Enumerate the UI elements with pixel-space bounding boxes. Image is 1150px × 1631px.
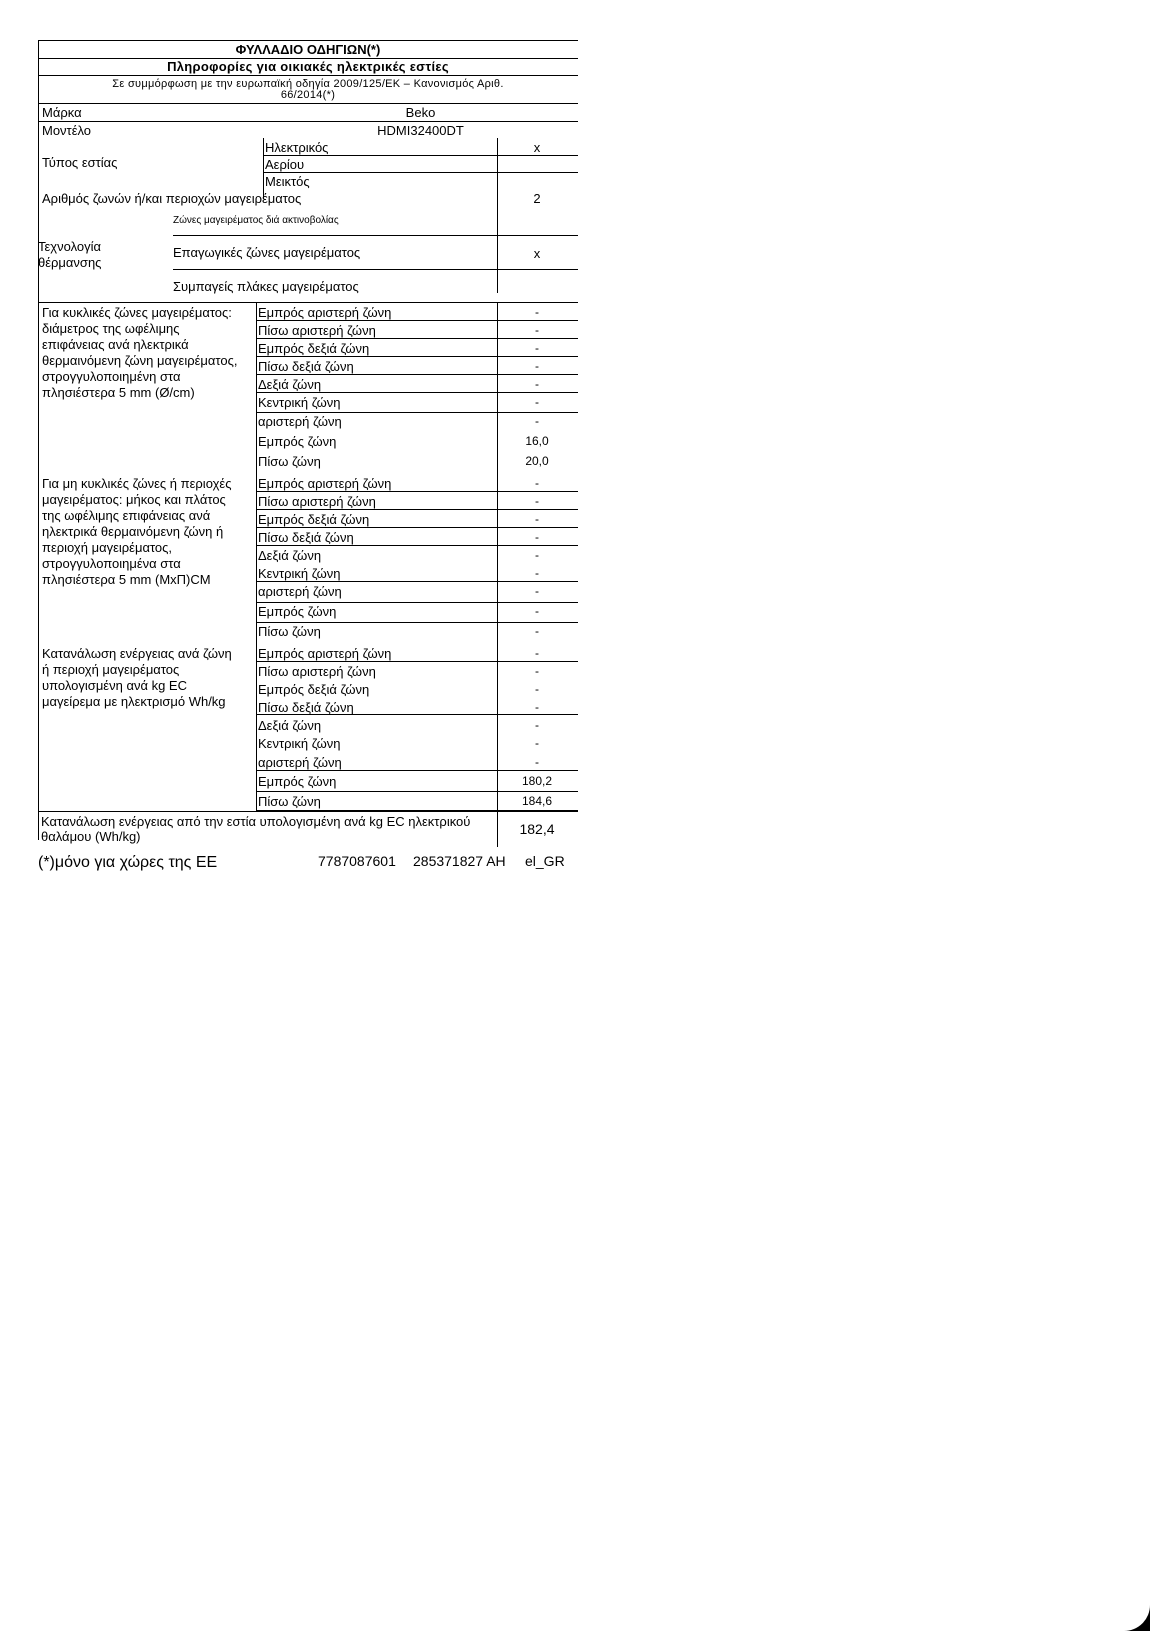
noncircular-zone-value: - (535, 584, 539, 598)
noncircular-zone-value: - (535, 624, 539, 638)
hob-type-electric-value: x (533, 140, 541, 155)
energy-zone-label: Πίσω αριστερή ζώνη (258, 664, 376, 679)
brand-label: Μάρκα (42, 105, 82, 120)
energy-zone-value: 180,2 (521, 774, 553, 788)
footer-locale: el_GR (525, 853, 565, 869)
heating-option-radiant: Ζώνες μαγειρέματος διά ακτινοβολίας (173, 215, 339, 226)
model-value: HDMI32400DT (377, 123, 464, 138)
energy-zone-value: - (535, 646, 539, 660)
circular-zone-value: 20,0 (525, 454, 549, 468)
energy-zone-value: 184,6 (521, 794, 553, 808)
energy-zone-label: Δεξιά ζώνη (258, 718, 322, 733)
noncircular-zone-value: - (535, 476, 539, 490)
energy-zone-label: Εμπρός δεξιά ζώνη (258, 682, 370, 697)
circular-zone-label: Κεντρική ζώνη (258, 395, 341, 410)
noncircular-zone-label: Κεντρική ζώνη (258, 566, 341, 581)
noncircular-zone-label: Δεξιά ζώνη (258, 548, 322, 563)
footer-code-2: 285371827 AH (413, 853, 506, 869)
circular-zone-label: Πίσω ζώνη (258, 454, 321, 469)
circular-zone-label: Πίσω αριστερή ζώνη (258, 323, 376, 338)
circular-zone-label: Εμπρός αριστερή ζώνη (258, 305, 392, 320)
energy-zone-value: - (535, 718, 539, 732)
zones-count-value: 2 (533, 191, 541, 206)
circular-zone-label: αριστερή ζώνη (258, 414, 342, 429)
brand-value: Beko (405, 105, 436, 120)
energy-zone-value: - (535, 682, 539, 696)
noncircular-zone-label: Πίσω αριστερή ζώνη (258, 494, 376, 509)
energy-zone-label: Εμπρός ζώνη (258, 774, 337, 789)
circular-zone-value: - (535, 305, 539, 319)
circular-zone-value: - (535, 359, 539, 373)
model-label: Μοντέλο (42, 123, 92, 138)
footer-code-1: 7787087601 (318, 853, 396, 869)
circular-zone-label: Εμπρός ζώνη (258, 434, 337, 449)
hob-type-mixed: Μεικτός (265, 174, 310, 189)
energy-zone-label: αριστερή ζώνη (258, 755, 342, 770)
energy-zone-value: - (535, 736, 539, 750)
noncircular-zone-value: - (535, 530, 539, 544)
circular-zone-value: - (535, 377, 539, 391)
circular-zone-value: 16,0 (525, 434, 549, 448)
energy-zone-label: Πίσω δεξιά ζώνη (258, 700, 354, 715)
footer-note: (*)μόνο για χώρες της ΕΕ (38, 854, 218, 871)
noncircular-zone-label: αριστερή ζώνη (258, 584, 342, 599)
compliance-line-1: Σε συμμόρφωση με την ευρωπαϊκή οδηγία 2009/125/ΕΚ – Κανονισμός Αριθ. (112, 78, 504, 90)
circular-zone-value: - (535, 323, 539, 337)
circular-zones-label: Για κυκλικές ζώνες μαγειρέματος: διάμετρος της ωφέλιμης επιφάνειας ανά ηλεκτρικά θερμαινόμενη ζώνη μαγειρέματος, στρογγυλοποιημένη στα πλησιέστερα 5 mm (Ø/cm) (42, 305, 238, 400)
heating-option-solid-plates: Συμπαγείς πλάκες μαγειρέματος (173, 279, 359, 294)
noncircular-zone-value: - (535, 566, 539, 580)
circular-zone-label: Πίσω δεξιά ζώνη (258, 359, 354, 374)
noncircular-zone-value: - (535, 548, 539, 562)
noncircular-zone-label: Πίσω ζώνη (258, 624, 321, 639)
circular-zone-value: - (535, 341, 539, 355)
hob-type-electric: Ηλεκτρικός (265, 140, 329, 155)
noncircular-zone-value: - (535, 512, 539, 526)
energy-zone-label: Πίσω ζώνη (258, 794, 321, 809)
heating-tech-label-1: Τεχνολογία (38, 239, 102, 254)
heating-tech-label-2: θέρμανσης (38, 255, 102, 270)
heating-option-induction-value: x (533, 246, 541, 261)
hob-type-label: Τύπος εστίας (42, 155, 118, 170)
sheet-subtitle: Πληροφορίες για οικιακές ηλεκτρικές εστίες (167, 59, 449, 74)
heating-option-induction: Επαγωγικές ζώνες μαγειρέματος (173, 245, 361, 260)
noncircular-zone-label: Εμπρός αριστερή ζώνη (258, 476, 392, 491)
energy-zone-value: - (535, 755, 539, 769)
noncircular-zone-label: Εμπρός ζώνη (258, 604, 337, 619)
circular-zone-value: - (535, 414, 539, 428)
circular-zone-value: - (535, 395, 539, 409)
compliance-line-2: 66/2014(*) (280, 89, 336, 101)
zones-count-label: Αριθμός ζωνών ή/και περιοχών μαγειρέματος (42, 191, 302, 206)
noncircular-zone-value: - (535, 494, 539, 508)
sheet-title: ΦΥΛΛΑΔΙΟ ΟΔΗΓΙΩΝ(*) (235, 42, 381, 57)
total-energy-label-2: θαλάμου (Wh/kg) (41, 829, 141, 844)
energy-per-zone-label: Κατανάλωση ενέργειας ανά ζώνη ή περιοχή μαγειρέματος υπολογισμένη ανά kg EC μαγείρεμα με ηλεκτρισμό Wh/kg (42, 646, 232, 709)
noncircular-zone-label: Πίσω δεξιά ζώνη (258, 530, 354, 545)
energy-zone-value: - (535, 700, 539, 714)
total-energy-label-1: Κατανάλωση ενέργειας από την εστία υπολογισμένη ανά kg EC ηλεκτρικού (41, 814, 471, 829)
energy-zone-label: Εμπρός αριστερή ζώνη (258, 646, 392, 661)
noncircular-zones-label: Για μη κυκλικές ζώνες ή περιοχές μαγειρέματος: μήκος και πλάτος της ωφέλιμης επιφάνειας ανά ηλεκτρικά θερμαινόμενη ζώνη ή περιοχή μαγειρέματος, στρογγυλοποιημένα στα πλησιέστερα 5 mm (ΜxΠ)CM (42, 476, 232, 587)
energy-zone-label: Κεντρική ζώνη (258, 736, 341, 751)
energy-zone-value: - (535, 664, 539, 678)
hob-type-gas: Αερίου (265, 157, 305, 172)
noncircular-zone-value: - (535, 604, 539, 618)
total-energy-value: 182,4 (519, 821, 555, 837)
noncircular-zone-label: Εμπρός δεξιά ζώνη (258, 512, 370, 527)
circular-zone-label: Δεξιά ζώνη (258, 377, 322, 392)
circular-zone-label: Εμπρός δεξιά ζώνη (258, 341, 370, 356)
